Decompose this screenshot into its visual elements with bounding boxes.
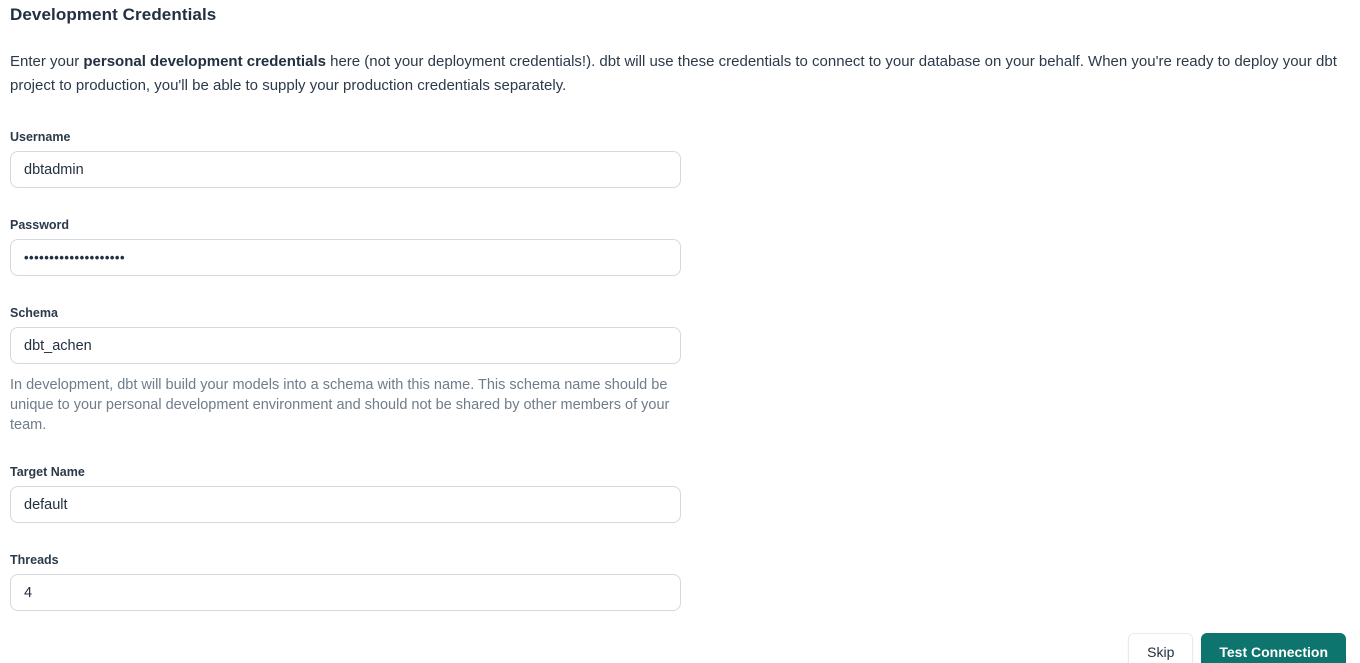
test-connection-button[interactable]: Test Connection bbox=[1201, 633, 1346, 663]
username-form-group bbox=[10, 130, 681, 188]
schema-help-text: In development, dbt will build your models into a schema with this name. This schema name should be unique to your personal development environment and should not be shared by other members of your team. bbox=[10, 377, 670, 433]
intro-paragraph bbox=[10, 50, 1346, 98]
target-name-label: Target Name bbox=[10, 465, 85, 479]
password-input[interactable] bbox=[10, 239, 681, 276]
target-name-input[interactable] bbox=[10, 486, 681, 523]
threads-label: Threads bbox=[10, 553, 59, 567]
intro-prefix: Enter your bbox=[10, 53, 84, 70]
footer-actions bbox=[10, 633, 1346, 663]
username-label: Username bbox=[10, 130, 71, 144]
intro-suffix: here (not your deployment credentials!). dbt will use these credentials to connect to your database on your behalf. When you're ready to deploy your dbt project to production, you'll be able to supply your production credentials separately. bbox=[10, 53, 1337, 94]
threads-input[interactable] bbox=[10, 574, 681, 611]
target-name-form-group bbox=[10, 465, 681, 523]
password-form-group bbox=[10, 218, 681, 276]
username-input[interactable] bbox=[10, 151, 681, 188]
password-label: Password bbox=[10, 218, 70, 232]
threads-form-group bbox=[10, 553, 681, 611]
page-title: Development Credentials bbox=[10, 5, 217, 24]
schema-label: Schema bbox=[10, 306, 58, 320]
schema-form-group bbox=[10, 306, 681, 435]
intro-bold: personal development credentials bbox=[83, 53, 326, 70]
skip-button[interactable]: Skip bbox=[1128, 633, 1193, 663]
schema-input[interactable] bbox=[10, 327, 681, 364]
